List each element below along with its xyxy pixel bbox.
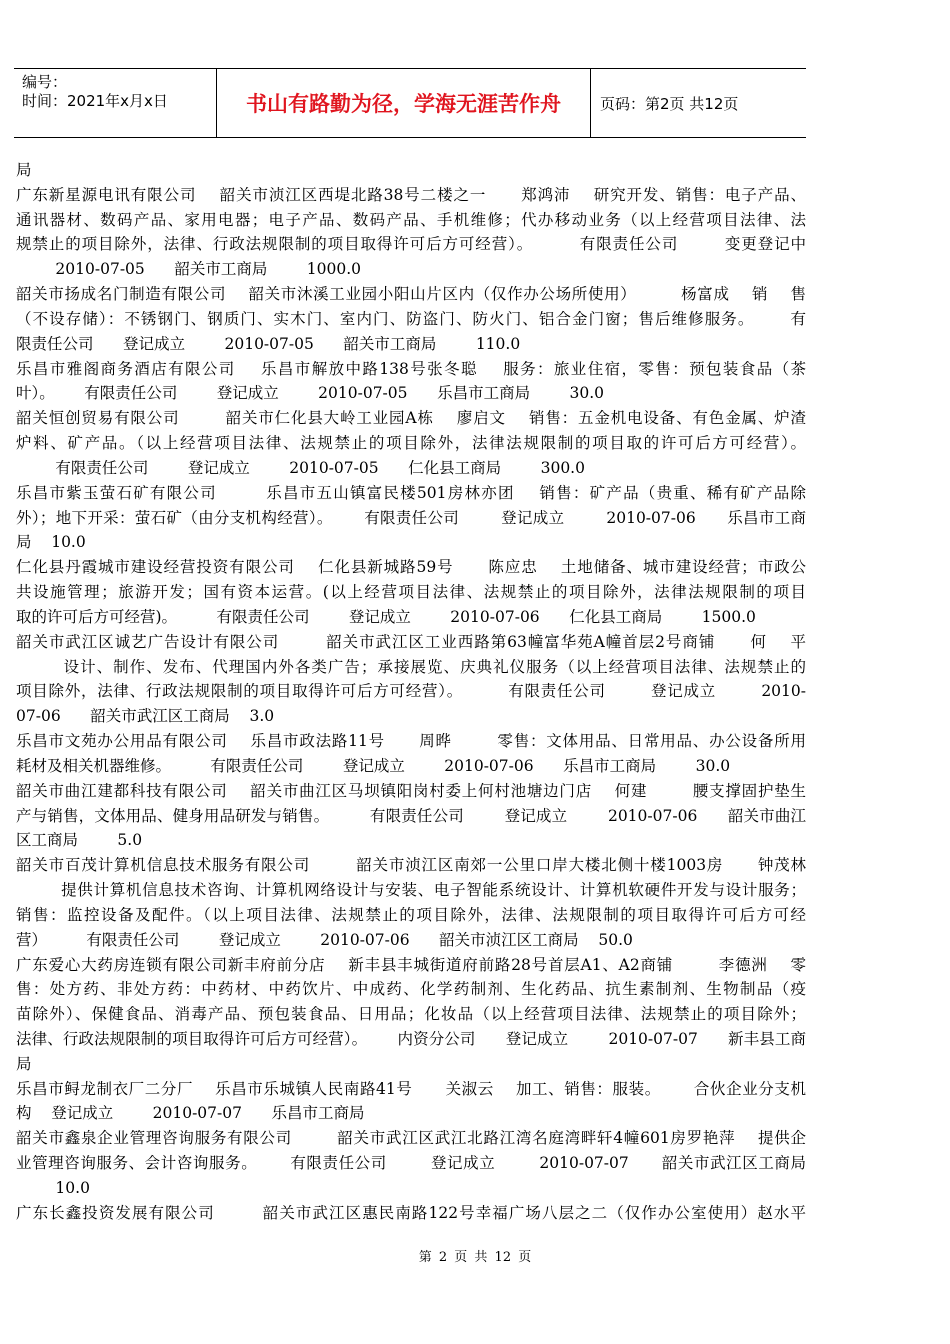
- text-line: 苗除外）、保健食品、消毒产品、预包装食品、日用品；化妆品（以上经营项目法律、法规禁止的项目除外；: [16, 1005, 806, 1024]
- text-line: 通讯器材、数码产品、家用电器；电子产品、数码产品、手机维修；代办移动业务（以上经营项目法律、法: [16, 210, 806, 229]
- text-line: 2010-07-05 韶关市工商局 1000.0: [16, 260, 361, 279]
- text-line: 仁化县丹霞城市建设经营投资有限公司 仁化县新城路59号 陈应忠 土地储备、城市建设经营；市政公: [16, 558, 806, 577]
- text-line: 销售：监控设备及配件。（以上项目法律、法规禁止的项目除外，法律、法规限制的项目取得许可后方可经: [16, 905, 806, 924]
- text-line: 局 10.0: [16, 533, 86, 552]
- text-line: 广东新星源电讯有限公司 韶关市浈江区西堤北路38号二楼之一 郑鸿沛 研究开发、销售：电子产品、: [16, 185, 806, 204]
- text-line: 规禁止的项目除外，法律、行政法规限制的项目取得许可后方可经营）。 有限责任公司 变更登记中: [16, 235, 806, 254]
- header-page-number: 页码：第2页 共12页: [600, 94, 739, 113]
- header-table: [14, 68, 806, 138]
- text-line: 乐昌市紫玉萤石矿有限公司 乐昌市五山镇富民楼501房林亦团 销售：矿产品（贵重、稀有矿产品除: [16, 483, 806, 502]
- text-line: 区工商局 5.0: [16, 831, 143, 850]
- text-line: 营） 有限责任公司 登记成立 2010-07-06 韶关市浈江区工商局 50.0: [16, 930, 633, 949]
- document-time-label: 时间：2021年x月x日: [22, 92, 168, 110]
- text-line: （不设存储）：不锈钢门、钢质门、实木门、室内门、防盗门、防火门、铝合金门窗；售后维修服务。 有: [16, 309, 806, 328]
- text-line: 提供计算机信息技术咨询、计算机网络设计与安装、电子智能系统设计、计算机软硬件开发与设计服务；: [16, 881, 806, 900]
- text-line: 产与销售，文体用品、健身用品研发与销售。 有限责任公司 登记成立 2010-07-06 韶关市曲江: [16, 806, 806, 825]
- text-line: 项目除外，法律、行政法规限制的项目取得许可后方可经营）。 有限责任公司 登记成立 2010-: [16, 682, 806, 701]
- text-line: 韶关市武江区诚艺广告设计有限公司 韶关市武江区工业西路第63幢富华苑A幢首层2号商铺 何 平: [16, 632, 806, 651]
- text-line: 售：处方药、非处方药：中药材、中药饮片、中成药、化学药制剂、生化药品、抗生素制剂、生物制品（疫: [16, 980, 806, 999]
- text-line: 构 登记成立 2010-07-07 乐昌市工商局: [16, 1104, 365, 1123]
- text-line: 外）；地下开采：萤石矿（由分支机构经营）。 有限责任公司 登记成立 2010-07-06 乐昌市工商: [16, 508, 806, 527]
- text-line: 乐昌市雅阁商务酒店有限公司 乐昌市解放中路138号张冬聪 服务：旅业住宿，零售：预包装食品（茶: [16, 359, 806, 378]
- header-meta-cell: [14, 69, 217, 137]
- text-line: 韶关市曲江建都科技有限公司 韶关市曲江区马坝镇阳岗村委上何村池塘边门店 何建 腰支撑固护垫生: [16, 781, 806, 800]
- text-line: 乐昌市文苑办公用品有限公司 乐昌市政法路11号 周晔 零售：文体用品、日常用品、办公设备所用: [16, 732, 806, 751]
- text-line: 取的许可后方可经营)。 有限责任公司 登记成立 2010-07-06 仁化县工商局 1500.0: [16, 607, 756, 626]
- text-line: 广东爱心大药房连锁有限公司新丰府前分店 新丰县丰城街道府前路28号首层A1、A2商铺 李德洲 零: [16, 955, 806, 974]
- text-line: 韶关市扬成名门制造有限公司 韶关市沐溪工业园小阳山片区内（仅作办公场所使用） 杨富成 销 售: [16, 285, 806, 304]
- text-line: 10.0: [16, 1178, 90, 1197]
- text-line: 法律、行政法规限制的项目取得许可后方可经营）。 内资分公司 登记成立 2010-07-07 新丰县工商: [16, 1029, 806, 1048]
- text-line: 乐昌市鲟龙制衣厂二分厂 乐昌市乐城镇人民南路41号 关淑云 加工、销售：服装。 合伙企业分支机: [16, 1079, 806, 1098]
- text-line: 耗材及相关机器维修。 有限责任公司 登记成立 2010-07-06 乐昌市工商局 30.0: [16, 756, 731, 775]
- text-line: 业管理咨询服务、会计咨询服务。 有限责任公司 登记成立 2010-07-07 韶关市武江区工商局: [16, 1154, 806, 1173]
- text-line: 韶关市百茂计算机信息技术服务有限公司 韶关市浈江区南郊一公里口岸大楼北侧十楼1003房 钟茂林: [16, 856, 806, 875]
- text-line: 局: [16, 161, 32, 179]
- page-footer: 第 2 页 共 12 页: [418, 1250, 532, 1265]
- text-line: 共设施管理；旅游开发；国有资本运营。(以上经营项目法律、法规禁止的项目除外，法律法规限制的项目: [16, 583, 806, 602]
- text-line: 局: [16, 1054, 32, 1073]
- text-line: 07-06 韶关市武江区工商局 3.0: [16, 707, 275, 726]
- body-text: [16, 158, 806, 1226]
- document-number-label: 编号：: [22, 73, 68, 91]
- text-line: 限责任公司 登记成立 2010-07-05 韶关市工商局 110.0: [16, 334, 521, 353]
- text-line: 炉料、矿产品。（以上经营项目法律、法规禁止的项目除外，法律法规限制的项目取的许可后方可经营）。: [16, 434, 806, 453]
- text-line: 有限责任公司 登记成立 2010-07-05 仁化县工商局 300.0: [16, 458, 585, 477]
- text-line: 设计、制作、发布、代理国内外各类广告；承接展览、庆典礼仪服务（以上经营项目法律、法规禁止的: [16, 657, 806, 676]
- header-motto: 书山有路勤为径，学海无涯苦作舟: [217, 69, 591, 137]
- text-line: 叶）。 有限责任公司 登记成立 2010-07-05 乐昌市工商局 30.0: [16, 384, 605, 403]
- text-line: 广东长鑫投资发展有限公司 韶关市武江区惠民南路122号幸福广场八层之二（仅作办公室使用）赵水平: [16, 1203, 806, 1222]
- text-line: 韶关恒创贸易有限公司 韶关市仁化县大岭工业园A栋 廖启文 销售：五金机电设备、有色金属、炉渣: [16, 409, 806, 428]
- text-line: 韶关市鑫泉企业管理咨询服务有限公司 韶关市武江区武江北路江湾名庭湾畔轩4幢601房罗艳萍 提供企: [16, 1129, 806, 1148]
